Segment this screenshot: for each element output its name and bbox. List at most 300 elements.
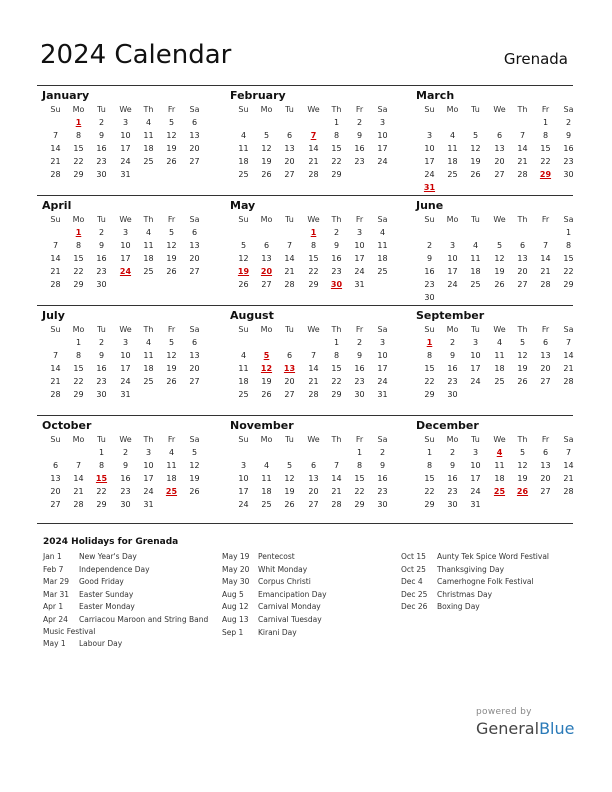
weekday-label: Sa <box>377 325 388 334</box>
calendar-day: 7 <box>52 351 59 360</box>
calendar-day: 17 <box>120 364 131 373</box>
calendar-day: 27 <box>189 267 200 276</box>
weekday-label: Mo <box>446 435 459 444</box>
calendar-day: 10 <box>120 241 131 250</box>
divider <box>37 523 573 524</box>
calendar-day: 25 <box>470 280 481 289</box>
holiday-date: 25 <box>493 487 506 496</box>
calendar-day: 24 <box>377 377 388 386</box>
holiday-item <box>43 638 218 651</box>
month-name: August <box>230 309 274 322</box>
calendar-day: 9 <box>449 461 456 470</box>
calendar-day: 26 <box>189 487 200 496</box>
calendar-day: 20 <box>540 474 551 483</box>
calendar-day: 24 <box>470 377 481 386</box>
calendar-day: 7 <box>52 131 59 140</box>
calendar-day: 21 <box>50 377 61 386</box>
weekday-label: We <box>493 105 506 114</box>
holiday-date-label: May 20 <box>222 564 250 574</box>
weekday-label: Sa <box>563 435 574 444</box>
calendar-day: 29 <box>331 390 342 399</box>
weekday-label: We <box>493 435 506 444</box>
month-name: July <box>42 309 65 322</box>
calendar-day: 27 <box>189 157 200 166</box>
calendar-day: 22 <box>424 377 435 386</box>
calendar-day: 26 <box>166 267 177 276</box>
calendar-day: 21 <box>331 487 342 496</box>
calendar-day: 30 <box>96 280 107 289</box>
calendar-day: 25 <box>143 267 154 276</box>
calendar-day: 20 <box>540 364 551 373</box>
calendar-day: 24 <box>447 280 458 289</box>
holiday-date: 20 <box>260 267 273 276</box>
calendar-day: 11 <box>494 461 505 470</box>
weekday-label: Su <box>50 435 61 444</box>
holiday-name: Aunty Tek Spice Word Festival <box>437 552 550 561</box>
calendar-day: 15 <box>331 144 342 153</box>
calendar-day: 12 <box>166 131 177 140</box>
calendar-day: 16 <box>447 364 458 373</box>
weekday-label: Th <box>331 325 342 334</box>
calendar-day: 24 <box>238 500 249 509</box>
calendar-day: 7 <box>286 241 293 250</box>
calendar-day: 3 <box>122 118 129 127</box>
calendar-day: 16 <box>354 364 365 373</box>
calendar-day: 28 <box>50 390 61 399</box>
calendar-day: 22 <box>354 487 365 496</box>
holiday-item <box>222 627 327 640</box>
calendar-day: 6 <box>310 461 317 470</box>
weekday-label: Sa <box>377 105 388 114</box>
calendar-day: 15 <box>563 254 574 263</box>
calendar-day: 21 <box>73 487 84 496</box>
calendar-day: 28 <box>73 500 84 509</box>
calendar-day: 17 <box>424 157 435 166</box>
calendar-day: 16 <box>447 474 458 483</box>
weekday-label: Th <box>143 105 154 114</box>
calendar-day: 7 <box>52 241 59 250</box>
calendar-day: 23 <box>354 157 365 166</box>
calendar-day: 5 <box>519 448 526 457</box>
page-title: 2024 Calendar <box>40 40 232 70</box>
calendar-day: 11 <box>143 131 154 140</box>
weekday-label: Fr <box>167 215 176 224</box>
calendar-day: 9 <box>356 131 363 140</box>
holiday-item <box>222 576 327 589</box>
holiday-column <box>222 551 327 639</box>
calendar-day: 16 <box>424 267 435 276</box>
calendar-day: 18 <box>143 364 154 373</box>
holiday-date-label: Apr 24 <box>43 614 68 624</box>
calendar-day: 13 <box>308 474 319 483</box>
calendar-day: 29 <box>308 280 319 289</box>
calendar-day: 30 <box>377 500 388 509</box>
holiday-date-label: May 1 <box>43 638 66 648</box>
calendar-day: 9 <box>98 241 105 250</box>
weekday-label: Th <box>517 105 528 114</box>
calendar-day: 17 <box>143 474 154 483</box>
weekday-label: Th <box>143 325 154 334</box>
calendar-day: 13 <box>540 461 551 470</box>
calendar-day: 24 <box>120 157 131 166</box>
calendar-day: 29 <box>424 390 435 399</box>
weekday-label: We <box>119 435 132 444</box>
calendar-day: 14 <box>540 254 551 263</box>
calendar-day: 9 <box>449 351 456 360</box>
calendar-day: 18 <box>238 157 249 166</box>
weekday-label: Su <box>238 215 249 224</box>
calendar-day: 8 <box>356 461 363 470</box>
calendar-day: 30 <box>563 170 574 179</box>
weekday-label: Mo <box>260 105 273 114</box>
calendar-day: 6 <box>191 118 198 127</box>
calendar-day: 22 <box>331 157 342 166</box>
calendar-day: 30 <box>96 170 107 179</box>
holiday-date: 1 <box>426 338 433 347</box>
calendar-day: 29 <box>331 170 342 179</box>
weekday-label: Sa <box>189 435 200 444</box>
calendar-day: 1 <box>426 448 433 457</box>
holiday-date: 15 <box>95 474 108 483</box>
weekday-label: Th <box>517 325 528 334</box>
calendar-day: 17 <box>120 254 131 263</box>
calendar-day: 1 <box>333 338 340 347</box>
month-name: March <box>416 89 455 102</box>
calendar-day: 28 <box>331 500 342 509</box>
calendar-day: 19 <box>470 157 481 166</box>
calendar-day: 14 <box>331 474 342 483</box>
calendar-day: 16 <box>120 474 131 483</box>
calendar-day: 5 <box>191 448 198 457</box>
calendar-day: 2 <box>565 118 572 127</box>
weekday-label: Su <box>424 435 435 444</box>
calendar-day: 9 <box>122 461 129 470</box>
calendar-day: 6 <box>542 448 549 457</box>
holiday-date-label: Apr 1 <box>43 602 64 612</box>
weekday-label: Su <box>50 215 61 224</box>
weekday-label: Su <box>424 215 435 224</box>
calendar-day: 4 <box>472 241 479 250</box>
calendar-day: 5 <box>519 338 526 347</box>
calendar-day: 17 <box>377 364 388 373</box>
calendar-day: 14 <box>284 254 295 263</box>
weekday-label: Tu <box>285 325 294 334</box>
calendar-day: 4 <box>240 131 247 140</box>
calendar-day: 3 <box>472 448 479 457</box>
weekday-label: Fr <box>167 325 176 334</box>
brand-blue: Blue <box>539 719 575 738</box>
calendar-day: 29 <box>354 500 365 509</box>
weekday-label: Mo <box>446 105 459 114</box>
calendar-day: 2 <box>122 448 129 457</box>
calendar-day: 1 <box>542 118 549 127</box>
calendar-day: 1 <box>98 448 105 457</box>
weekday-label: We <box>493 325 506 334</box>
calendar-day: 22 <box>96 487 107 496</box>
calendar-day: 8 <box>333 351 340 360</box>
calendar-day: 14 <box>50 144 61 153</box>
weekday-label: Su <box>424 105 435 114</box>
calendar-day: 21 <box>540 267 551 276</box>
weekday-label: Mo <box>72 435 85 444</box>
calendar-day: 31 <box>470 500 481 509</box>
calendar-day: 20 <box>494 157 505 166</box>
calendar-day: 17 <box>470 474 481 483</box>
holiday-date: 31 <box>423 183 436 192</box>
calendar-day: 11 <box>238 144 249 153</box>
calendar-day: 1 <box>356 448 363 457</box>
calendar-day: 5 <box>472 131 479 140</box>
weekday-label: We <box>119 215 132 224</box>
weekday-label: Tu <box>97 325 106 334</box>
holiday-name: Whit Monday <box>258 564 308 574</box>
calendar-day: 2 <box>356 338 363 347</box>
calendar-day: 28 <box>308 170 319 179</box>
calendar-day: 3 <box>472 338 479 347</box>
calendar-day: 22 <box>331 377 342 386</box>
calendar-day: 3 <box>122 338 129 347</box>
calendar-day: 4 <box>240 351 247 360</box>
calendar-day: 19 <box>517 364 528 373</box>
month-name: November <box>230 419 294 432</box>
holiday-item <box>401 601 549 614</box>
calendar-day: 22 <box>540 157 551 166</box>
month-name: January <box>42 89 90 102</box>
calendar-day: 6 <box>286 351 293 360</box>
calendar-day: 25 <box>238 390 249 399</box>
calendar-day: 26 <box>166 157 177 166</box>
holidays-title: 2024 Holidays for Grenada <box>43 537 179 547</box>
weekday-label: Fr <box>541 435 550 444</box>
calendar-day: 2 <box>98 228 105 237</box>
calendar-day: 24 <box>143 487 154 496</box>
calendar-day: 16 <box>563 144 574 153</box>
month-block <box>37 86 201 190</box>
calendar-day: 25 <box>377 267 388 276</box>
calendar-day: 29 <box>73 170 84 179</box>
calendar-day: 7 <box>333 461 340 470</box>
calendar-day: 13 <box>517 254 528 263</box>
holiday-name: Carnival Monday <box>258 602 321 612</box>
calendar-day: 23 <box>96 157 107 166</box>
calendar-day: 14 <box>563 461 574 470</box>
calendar-day: 12 <box>261 144 272 153</box>
calendar-day: 30 <box>447 390 458 399</box>
weekday-label: Su <box>50 325 61 334</box>
weekday-label: Tu <box>471 215 480 224</box>
calendar-day: 10 <box>470 461 481 470</box>
calendar-day: 28 <box>50 280 61 289</box>
calendar-day: 15 <box>424 474 435 483</box>
calendar-day: 18 <box>143 144 154 153</box>
holiday-item <box>222 551 327 564</box>
holiday-date: 1 <box>310 228 317 237</box>
holiday-name: Boxing Day <box>437 602 480 612</box>
weekday-label: Th <box>143 435 154 444</box>
calendar-day: 12 <box>470 144 481 153</box>
calendar-day: 5 <box>168 228 175 237</box>
weekday-label: Fr <box>167 435 176 444</box>
month-block <box>225 306 389 410</box>
calendar-day: 3 <box>145 448 152 457</box>
calendar-day: 19 <box>261 157 272 166</box>
calendar-day: 10 <box>238 474 249 483</box>
month-block <box>411 306 575 410</box>
calendar-day: 11 <box>166 461 177 470</box>
calendar-day: 1 <box>333 118 340 127</box>
brand-logo[interactable] <box>476 719 574 738</box>
calendar-day: 22 <box>73 377 84 386</box>
calendar-day: 4 <box>263 461 270 470</box>
calendar-day: 31 <box>120 170 131 179</box>
calendar-day: 13 <box>189 241 200 250</box>
calendar-day: 13 <box>540 351 551 360</box>
calendar-day: 4 <box>496 338 503 347</box>
calendar-day: 23 <box>377 487 388 496</box>
calendar-day: 29 <box>96 500 107 509</box>
calendar-day: 25 <box>261 500 272 509</box>
calendar-day: 19 <box>261 377 272 386</box>
holiday-date: 13 <box>283 364 296 373</box>
country-name: Grenada <box>503 50 568 68</box>
holiday-date-label: Dec 4 <box>401 577 423 587</box>
calendar-day: 20 <box>517 267 528 276</box>
calendar-day: 11 <box>494 351 505 360</box>
holiday-column <box>43 551 218 651</box>
calendar-day: 21 <box>517 157 528 166</box>
holiday-name: Pentecost <box>258 552 295 561</box>
calendar-day: 27 <box>50 500 61 509</box>
holiday-name: Easter Monday <box>79 602 135 612</box>
holiday-date: 1 <box>75 228 82 237</box>
calendar-day: 9 <box>356 351 363 360</box>
weekday-label: Mo <box>446 325 459 334</box>
holiday-item <box>222 614 327 627</box>
month-block <box>225 196 389 300</box>
calendar-day: 17 <box>470 364 481 373</box>
calendar-day: 19 <box>189 474 200 483</box>
calendar-day: 11 <box>470 254 481 263</box>
calendar-day: 20 <box>50 487 61 496</box>
calendar-day: 23 <box>447 377 458 386</box>
calendar-day: 28 <box>517 170 528 179</box>
calendar-day: 26 <box>166 377 177 386</box>
calendar-day: 27 <box>189 377 200 386</box>
calendar-day: 2 <box>379 448 386 457</box>
holiday-date-label: Aug 13 <box>222 614 249 624</box>
calendar-day: 13 <box>261 254 272 263</box>
calendar-day: 27 <box>517 280 528 289</box>
calendar-day: 11 <box>143 351 154 360</box>
calendar-day: 4 <box>379 228 386 237</box>
calendar-day: 8 <box>426 461 433 470</box>
weekday-label: Mo <box>260 215 273 224</box>
holiday-date: 24 <box>119 267 132 276</box>
weekday-label: Th <box>331 435 342 444</box>
calendar-day: 6 <box>52 461 59 470</box>
calendar-day: 25 <box>447 170 458 179</box>
calendar-day: 10 <box>447 254 458 263</box>
calendar-day: 8 <box>565 241 572 250</box>
calendar-day: 23 <box>447 487 458 496</box>
calendar-day: 11 <box>261 474 272 483</box>
weekday-label: We <box>119 325 132 334</box>
calendar-day: 11 <box>447 144 458 153</box>
calendar-day: 28 <box>308 390 319 399</box>
holiday-date-label: Dec 26 <box>401 602 428 612</box>
weekday-label: We <box>307 435 320 444</box>
holiday-date: 29 <box>539 170 552 179</box>
calendar-day: 8 <box>310 241 317 250</box>
calendar-day: 16 <box>354 144 365 153</box>
calendar-day: 10 <box>424 144 435 153</box>
calendar-day: 21 <box>50 267 61 276</box>
calendar-day: 12 <box>284 474 295 483</box>
calendar-day: 6 <box>542 338 549 347</box>
calendar-day: 19 <box>166 364 177 373</box>
calendar-day: 14 <box>517 144 528 153</box>
calendar-day: 26 <box>517 377 528 386</box>
calendar-day: 7 <box>75 461 82 470</box>
holiday-date: 30 <box>330 280 343 289</box>
calendar-day: 6 <box>496 131 503 140</box>
calendar-day: 10 <box>377 351 388 360</box>
holiday-name: Emancipation Day <box>258 589 327 599</box>
calendar-day: 14 <box>50 364 61 373</box>
calendar-day: 1 <box>565 228 572 237</box>
weekday-label: Mo <box>446 215 459 224</box>
holiday-name: Carnival Tuesday <box>258 614 322 624</box>
calendar-day: 15 <box>424 364 435 373</box>
holiday-date: 26 <box>516 487 529 496</box>
calendar-day: 4 <box>145 118 152 127</box>
calendar-day: 3 <box>449 241 456 250</box>
calendar-day: 19 <box>517 474 528 483</box>
calendar-day: 27 <box>261 280 272 289</box>
month-block <box>37 196 201 300</box>
calendar-day: 14 <box>50 254 61 263</box>
month-block <box>225 416 389 520</box>
holiday-name: Corpus Christi <box>258 577 311 587</box>
weekday-label: Tu <box>471 105 480 114</box>
calendar-day: 8 <box>542 131 549 140</box>
weekday-label: Su <box>238 105 249 114</box>
calendar-day: 9 <box>379 461 386 470</box>
month-block <box>411 196 575 300</box>
weekday-label: Th <box>517 215 528 224</box>
calendar-day: 31 <box>120 390 131 399</box>
weekday-label: We <box>119 105 132 114</box>
calendar-day: 30 <box>424 293 435 302</box>
holiday-date-label: Oct 15 <box>401 552 426 561</box>
weekday-label: Fr <box>541 215 550 224</box>
calendar-day: 2 <box>449 338 456 347</box>
month-name: February <box>230 89 286 102</box>
calendar-day: 19 <box>284 487 295 496</box>
calendar-day: 18 <box>494 474 505 483</box>
calendar-day: 11 <box>143 241 154 250</box>
month-block <box>37 306 201 410</box>
weekday-label: Mo <box>260 325 273 334</box>
holiday-name: Good Friday <box>79 577 124 587</box>
weekday-label: We <box>307 105 320 114</box>
calendar-day: 16 <box>331 254 342 263</box>
calendar-day: 23 <box>354 377 365 386</box>
calendar-day: 13 <box>50 474 61 483</box>
calendar-day: 21 <box>563 364 574 373</box>
month-block <box>225 86 389 190</box>
calendar-day: 15 <box>73 364 84 373</box>
